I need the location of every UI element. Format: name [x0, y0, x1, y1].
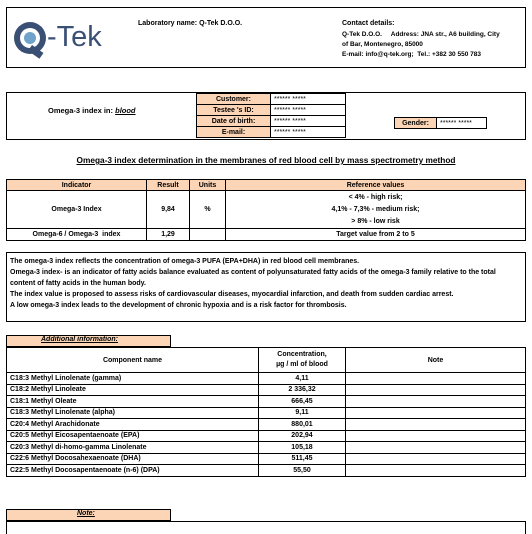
description-line-4: A low omega-3 index leads to the development of chronic hypoxia and is a risk factor for thrombosis.	[10, 302, 347, 309]
email-label: E-mail:	[197, 127, 271, 138]
component-note	[346, 442, 526, 454]
description-line-3: The index value is proposed to assess risks of cardiovascular diseases, myocardial infarction, and death from sudden cardiac arrest.	[10, 291, 454, 298]
col-reference: Reference values	[226, 180, 526, 191]
page-title: Omega-3 index determination in the membranes of red blood cell by mass spectrometry method	[76, 155, 456, 165]
ref-low-risk: > 8% - low risk	[351, 217, 400, 225]
logo-text: -Tek	[47, 21, 102, 53]
col-concentration-line-1: Concentration,	[277, 351, 327, 358]
note-box	[6, 521, 526, 534]
customer-label: Customer:	[197, 94, 271, 105]
col-concentration-line-2: µg / ml of blood	[276, 361, 328, 368]
component-value: 202,94	[259, 430, 346, 442]
patient-table	[196, 93, 346, 138]
omega3-index-in	[48, 106, 136, 115]
omega3-index-result: 9,84	[147, 191, 190, 229]
dob-value: ****** *****	[271, 116, 346, 127]
component-note	[346, 384, 526, 396]
testee-label: Testee 's ID:	[197, 105, 271, 116]
component-value: 4,11	[259, 373, 346, 385]
component-note	[346, 407, 526, 419]
component-name: C22:5 Methyl Docosapentaenoate (n-6) (DPA)	[7, 465, 259, 477]
omega3-reference	[226, 191, 526, 229]
component-name: C20:4 Methyl Arachidonate	[7, 419, 259, 431]
col-result: Result	[147, 180, 190, 191]
col-units: Units	[190, 180, 226, 191]
ref-medium-risk: 4,1% - 7,3% - medium risk;	[331, 205, 420, 213]
component-value: 9,11	[259, 407, 346, 419]
description-box	[6, 252, 526, 322]
q-logo-icon	[10, 19, 50, 59]
customer-value: ****** *****	[271, 94, 346, 105]
component-value: 105,18	[259, 442, 346, 454]
ref-high-risk: < 4% - high risk;	[348, 193, 403, 201]
component-note	[346, 453, 526, 465]
dob-label: Date of birth:	[197, 116, 271, 127]
gender-table	[394, 117, 487, 129]
omega6-ratio-label: Omega-6 / Omega-3 index	[7, 229, 147, 241]
col-indicator: Indicator	[7, 180, 147, 191]
col-note: Note	[346, 348, 526, 373]
col-component-name: Component name	[7, 348, 259, 373]
component-value: 2 336,32	[259, 384, 346, 396]
components-table	[6, 347, 526, 477]
component-name: C22:6 Methyl Docosahexaenoate (DHA)	[7, 453, 259, 465]
component-note	[346, 465, 526, 477]
component-note	[346, 430, 526, 442]
omega6-ratio-result: 1,29	[147, 229, 190, 241]
col-concentration	[259, 348, 346, 373]
component-name: C20:3 Methyl di-homo-gamma Linolenate	[7, 442, 259, 454]
gender-value: ****** *****	[437, 118, 487, 129]
lab-name: Laboratory name: Q-Tek D.O.O.	[138, 20, 243, 27]
contact-line-2: of Bar, Montenegro, 85000	[342, 41, 423, 48]
contact-title: Contact details:	[342, 20, 395, 27]
results-table	[6, 179, 526, 241]
component-value: 511,45	[259, 453, 346, 465]
component-name: C20:5 Methyl Eicosapentaenoate (EPA)	[7, 430, 259, 442]
component-value: 880,01	[259, 419, 346, 431]
component-value: 666,45	[259, 396, 346, 408]
component-note	[346, 396, 526, 408]
omega3-index-units: %	[190, 191, 226, 229]
logo	[10, 19, 125, 59]
contact-line-3: E-mail: info@q-tek.org; Tel.: +382 30 550 783	[342, 51, 481, 58]
additional-info-label	[6, 335, 171, 347]
index-type: blood	[115, 106, 136, 115]
component-note	[346, 373, 526, 385]
testee-value: ****** *****	[271, 105, 346, 116]
component-note	[346, 419, 526, 431]
component-name: C18:1 Methyl Oleate	[7, 396, 259, 408]
description-line-1: The omega-3 index reflects the concentration of omega-3 PUFA (EPA+DHA) in red blood cell membranes.	[10, 258, 360, 265]
component-value: 55,50	[259, 465, 346, 477]
gender-label: Gender:	[395, 118, 437, 129]
component-name: C18:3 Methyl Linolenate (gamma)	[7, 373, 259, 385]
note-label-box	[6, 509, 171, 521]
component-name: C18:2 Methyl Linoleate	[7, 384, 259, 396]
omega6-ratio-reference: Target value from 2 to 5	[226, 229, 526, 241]
note-label: Note:	[77, 510, 95, 517]
description-line-2: Omega-3 index- is an indicator of fatty acids balance evaluated as content of polyunsaturated fatty acids of the omega-3 family relative to the total content of fatty acids in the human body.	[10, 269, 496, 287]
component-name: C18:3 Methyl Linolenate (alpha)	[7, 407, 259, 419]
index-in-label: Omega-3 index in:	[48, 106, 114, 115]
additional-info-text: Additional information:	[41, 336, 118, 343]
email-value: ****** *****	[271, 127, 346, 138]
contact-line-1: Q-Tek D.O.O. Address: JNA str., A6 building, City	[342, 31, 500, 38]
omega3-index-label: Omega-3 Index	[7, 191, 147, 229]
omega6-ratio-units	[190, 229, 226, 241]
